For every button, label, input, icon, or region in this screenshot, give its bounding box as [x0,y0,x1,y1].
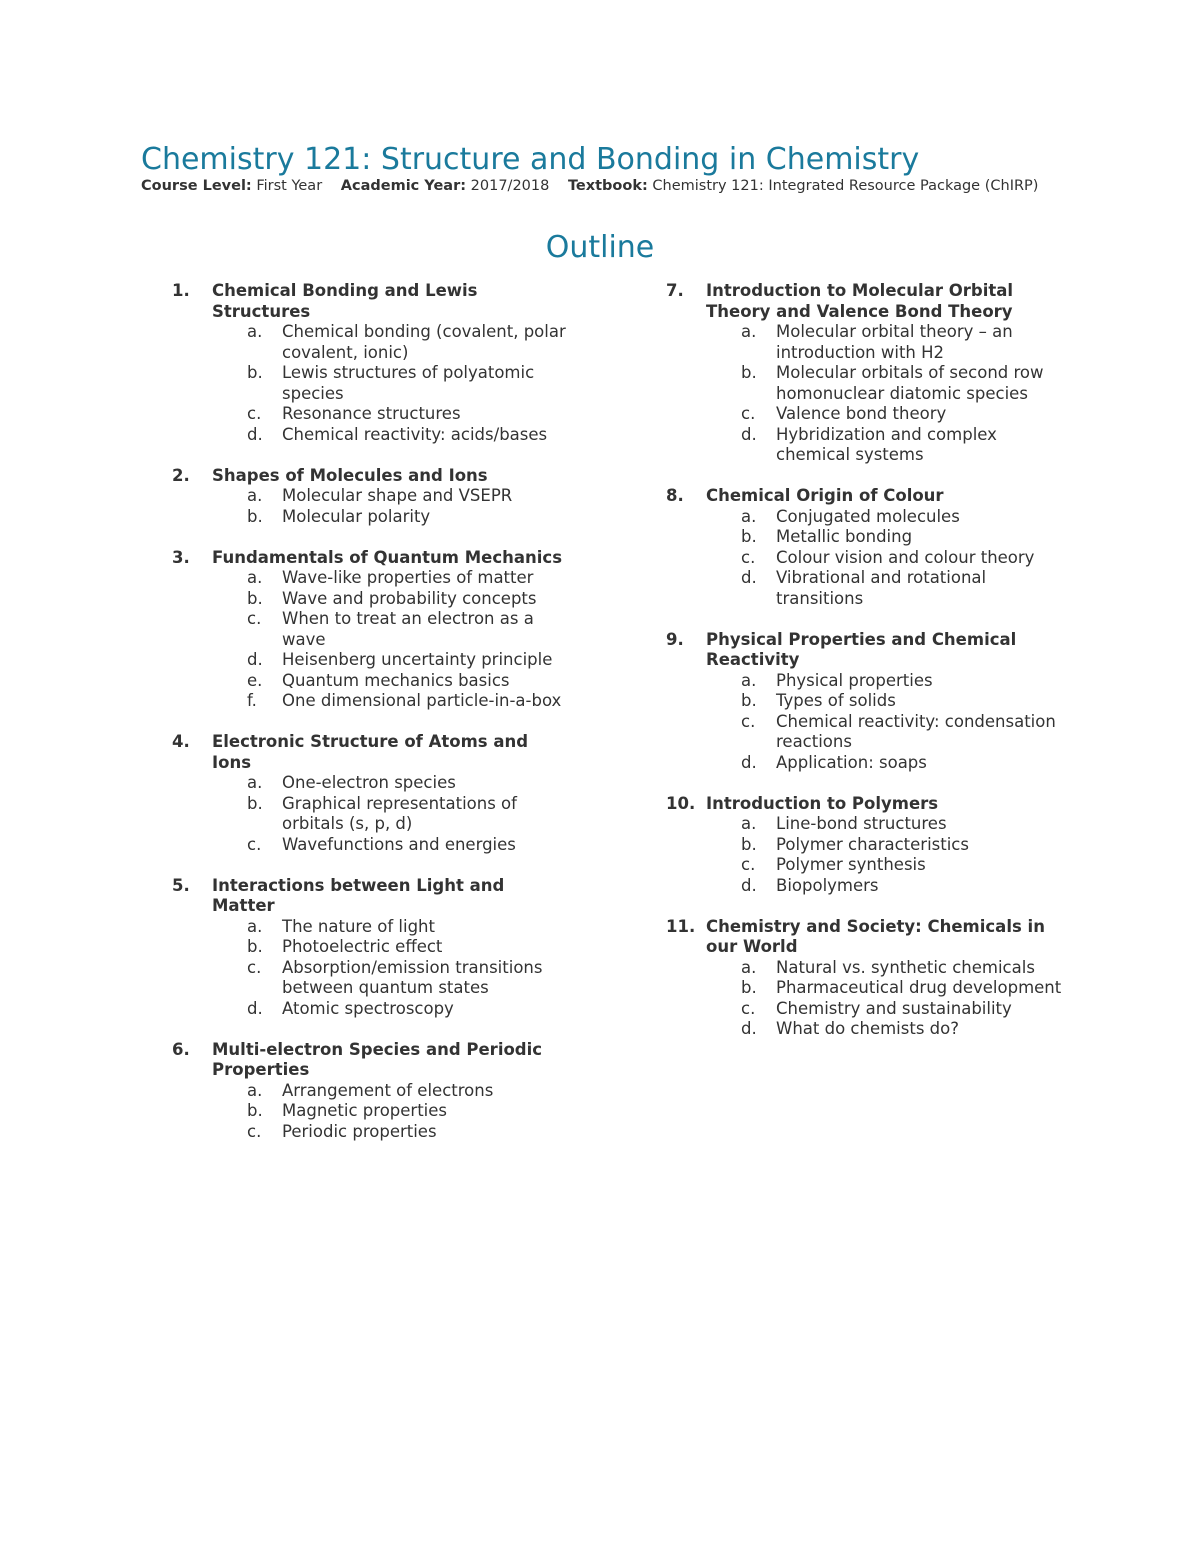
subtopic-letter: a. [741,957,757,977]
outline-section [172,548,572,712]
subtopic-text: Molecular polarity [282,506,431,526]
subtopic-list [666,322,1066,466]
subtopic-item [666,876,1066,897]
subtopic-letter: a. [247,568,263,587]
subtopic-text: Magnetic properties [282,1101,447,1120]
subtopic-text: Biopolymers [776,875,879,895]
subtopic-item [172,917,572,938]
subtopic-letter: c. [247,404,262,423]
section-title: Chemical Origin of Colour [706,486,944,505]
subtopic-item [666,671,1066,692]
subtopic-list [172,568,572,712]
outline-section [666,917,1066,1040]
subtopic-item [172,589,572,610]
section-title: Chemical Bonding and Lewis Structures [212,281,478,321]
subtopic-item [666,527,1066,548]
subtopic-letter: b. [247,506,263,526]
textbook-value: Chemistry 121: Integrated Resource Package (ChIRP) [652,178,1039,194]
subtopic-item [172,322,572,363]
subtopic-text: Conjugated molecules [776,506,960,526]
subtopic-list [172,1081,572,1143]
subtopic-text: Photoelectric effect [282,937,443,956]
subtopic-item [172,691,572,712]
subtopic-letter: d. [741,752,757,772]
subtopic-letter: d. [741,1019,757,1038]
course-meta [141,177,1061,196]
subtopic-text: One dimensional particle-in-a-box [282,691,562,710]
subtopic-letter: c. [247,609,262,628]
outline-section [172,1040,572,1143]
subtopic-letter: a. [247,1080,263,1100]
subtopic-item [666,978,1066,999]
subtopic-letter: b. [247,793,263,813]
section-title: Electronic Structure of Atoms and Ions [212,732,529,772]
outline-heading: Outline [545,230,655,265]
subtopic-item [172,1081,572,1102]
outline-section [172,281,572,445]
section-number: 2. [172,465,190,485]
academic-year-label: Academic Year: [340,178,467,194]
subtopic-text: Chemical reactivity: condensation reactions [776,711,1056,751]
course-level-label: Course Level: [141,178,252,194]
subtopic-text: Molecular orbitals of second row homonuclear diatomic species [776,363,1044,403]
subtopic-text: Heisenberg uncertainty principle [282,650,553,669]
subtopic-letter: c. [247,1121,262,1141]
subtopic-letter: a. [247,486,263,505]
subtopic-list [666,958,1066,1040]
section-title: Multi-electron Species and Periodic Properties [212,1039,543,1079]
subtopic-list [666,814,1066,896]
section-title: Introduction to Polymers [706,793,939,813]
subtopic-text: Colour vision and colour theory [776,547,1035,567]
subtopic-item [666,1019,1066,1040]
section-number: 6. [172,1039,190,1059]
section-number: 3. [172,547,190,567]
document-title: Chemistry 121: Structure and Bonding in Chemistry [141,142,920,177]
subtopic-text: Atomic spectroscopy [282,998,454,1018]
section-title: Shapes of Molecules and Ions [212,465,488,485]
subtopic-item [172,404,572,425]
subtopic-text: Application: soaps [776,752,927,772]
subtopic-list [172,322,572,445]
subtopic-letter: a. [741,322,757,341]
outline-section [666,281,1066,466]
subtopic-item [172,1101,572,1122]
subtopic-item [666,753,1066,774]
section-title: Fundamentals of Quantum Mechanics [212,547,563,567]
subtopic-item [172,425,572,446]
section-number: 7. [666,281,684,300]
outline-column-right [666,281,1066,1060]
subtopic-item [172,999,572,1020]
subtopic-list [172,486,572,527]
outline-section [172,466,572,528]
subtopic-item [666,425,1066,466]
subtopic-text: Molecular shape and VSEPR [282,486,513,505]
subtopic-item [172,507,572,528]
subtopic-text: Molecular orbital theory – an introduction with H2 [776,322,1013,362]
subtopic-letter: b. [247,937,263,956]
outline-section [172,732,572,855]
subtopic-letter: c. [741,547,756,567]
subtopic-text: Lewis structures of polyatomic species [282,363,535,403]
subtopic-letter: e. [247,670,263,690]
subtopic-text: Chemistry and sustainability [776,998,1012,1018]
section-number: 1. [172,281,190,300]
section-number: 4. [172,732,190,751]
subtopic-item [172,609,572,650]
subtopic-letter: c. [741,855,756,874]
subtopic-item [666,322,1066,363]
subtopic-letter: d. [741,568,757,587]
outline-section [666,486,1066,609]
subtopic-letter: f. [247,691,257,710]
subtopic-letter: d. [247,650,263,669]
subtopic-text: Periodic properties [282,1121,437,1141]
subtopic-item [666,814,1066,835]
subtopic-text: What do chemists do? [776,1019,959,1038]
subtopic-letter: a. [741,670,757,690]
subtopic-item [666,712,1066,753]
subtopic-item [666,691,1066,712]
subtopic-text: Vibrational and rotational transitions [776,568,987,608]
subtopic-text: Absorption/emission transitions between quantum states [282,957,543,997]
subtopic-letter: b. [247,588,263,608]
subtopic-text: Physical properties [776,670,933,690]
subtopic-item [172,650,572,671]
subtopic-item [666,363,1066,404]
section-number: 10. [666,793,696,813]
subtopic-letter: b. [247,363,263,382]
subtopic-item [172,937,572,958]
subtopic-text: Resonance structures [282,404,461,423]
subtopic-item [666,958,1066,979]
section-number: 5. [172,875,190,895]
section-number: 9. [666,629,684,649]
subtopic-letter: d. [741,424,757,444]
subtopic-item [666,548,1066,569]
subtopic-item [172,363,572,404]
academic-year-value: 2017/2018 [470,178,550,194]
section-title: Interactions between Light and Matter [212,875,505,915]
subtopic-list [666,671,1066,774]
outline-section [666,794,1066,897]
subtopic-item [666,507,1066,528]
section-title: Introduction to Molecular Orbital Theory and Valence Bond Theory [706,281,1014,321]
subtopic-item [666,999,1066,1020]
subtopic-item [666,404,1066,425]
subtopic-letter: b. [247,1101,263,1120]
section-title: Chemistry and Society: Chemicals in our World [706,916,1045,956]
subtopic-text: Valence bond theory [776,404,947,423]
subtopic-text: Graphical representations of orbitals (s, p, d) [282,793,517,833]
subtopic-letter: b. [741,978,757,997]
subtopic-letter: a. [741,506,757,526]
subtopic-item [666,855,1066,876]
subtopic-text: Chemical bonding (covalent, polar covalent, ionic) [282,322,566,362]
subtopic-letter: d. [247,424,263,444]
subtopic-letter: d. [741,875,757,895]
outline-section [172,876,572,1020]
subtopic-item [172,835,572,856]
subtopic-list [172,917,572,1020]
subtopic-item [172,671,572,692]
section-number: 8. [666,486,684,505]
subtopic-text: Natural vs. synthetic chemicals [776,957,1035,977]
subtopic-letter: a. [247,773,263,792]
subtopic-text: Polymer characteristics [776,834,969,854]
subtopic-item [172,1122,572,1143]
subtopic-letter: a. [741,814,757,833]
subtopic-text: Quantum mechanics basics [282,670,510,690]
subtopic-text: Polymer synthesis [776,855,926,874]
subtopic-list [172,773,572,855]
subtopic-letter: a. [247,322,263,341]
textbook-label: Textbook: [567,178,648,194]
subtopic-text: Metallic bonding [776,527,913,546]
subtopic-item [172,958,572,999]
subtopic-item [172,773,572,794]
subtopic-letter: c. [741,711,756,731]
subtopic-letter: c. [247,834,262,854]
subtopic-letter: c. [741,998,756,1018]
subtopic-text: When to treat an electron as a wave [282,609,534,649]
subtopic-letter: d. [247,998,263,1018]
subtopic-item [172,568,572,589]
subtopic-text: Pharmaceutical drug development [776,978,1062,997]
subtopic-letter: c. [741,404,756,423]
subtopic-list [666,507,1066,610]
course-level-value: First Year [256,178,323,194]
subtopic-item [172,794,572,835]
subtopic-text: Chemical reactivity: acids/bases [282,424,548,444]
subtopic-text: Wave and probability concepts [282,588,537,608]
subtopic-letter: c. [247,957,262,977]
subtopic-text: Arrangement of electrons [282,1080,494,1100]
subtopic-text: Hybridization and complex chemical systems [776,424,997,464]
outline-section [666,630,1066,774]
subtopic-letter: b. [741,527,757,546]
subtopic-text: Wavefunctions and energies [282,834,516,854]
subtopic-item [666,568,1066,609]
subtopic-text: One-electron species [282,773,456,792]
subtopic-letter: b. [741,363,757,382]
subtopic-text: The nature of light [282,916,435,936]
subtopic-text: Line-bond structures [776,814,947,833]
outline-column-left [172,281,572,1163]
section-number: 11. [666,916,696,936]
subtopic-letter: b. [741,834,757,854]
subtopic-letter: b. [741,691,757,710]
subtopic-item [666,835,1066,856]
section-title: Physical Properties and Chemical Reactivity [706,629,1017,669]
subtopic-item [172,486,572,507]
subtopic-text: Wave-like properties of matter [282,568,534,587]
subtopic-text: Types of solids [776,691,896,710]
subtopic-letter: a. [247,916,263,936]
